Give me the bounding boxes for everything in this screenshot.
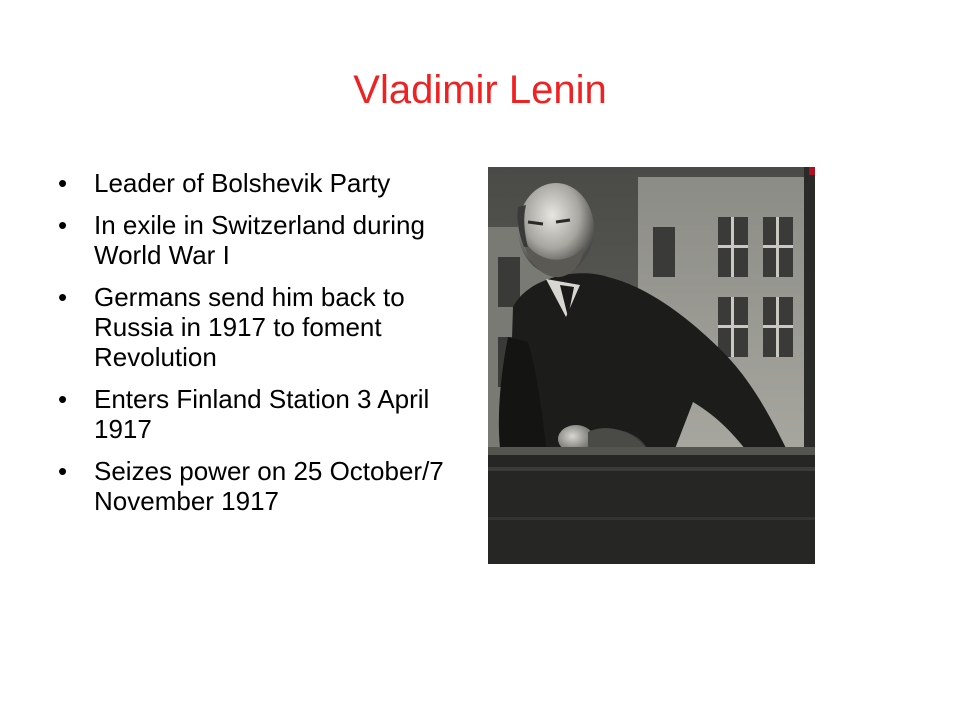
bullet-icon: • — [58, 210, 68, 240]
slide-title: Vladimir Lenin — [353, 68, 607, 112]
bullet-icon: • — [58, 168, 68, 198]
bullet-item — [56, 282, 456, 372]
bullet-text: Enters Finland Station 3 April 1917 — [94, 384, 430, 444]
photo-corner-mark — [809, 167, 815, 175]
bullet-icon: • — [58, 456, 68, 486]
bullet-text: Leader of Bolshevik Party — [94, 168, 391, 198]
portrait-photo-icon — [488, 167, 815, 564]
bullet-list — [56, 168, 456, 528]
bullet-text: Germans send him back to Russia in 1917 to foment Revolution — [94, 282, 405, 372]
bullet-item — [56, 456, 456, 516]
bullet-text: In exile in Switzerland during World War I — [94, 210, 425, 270]
bullet-item — [56, 384, 456, 444]
bullet-text: Seizes power on 25 October/7 November 1917 — [94, 456, 444, 516]
bullet-icon: • — [58, 384, 68, 414]
bullet-icon: • — [58, 282, 68, 312]
portrait-photo — [488, 167, 815, 564]
bullet-item — [56, 210, 456, 270]
bullet-item — [56, 168, 456, 198]
